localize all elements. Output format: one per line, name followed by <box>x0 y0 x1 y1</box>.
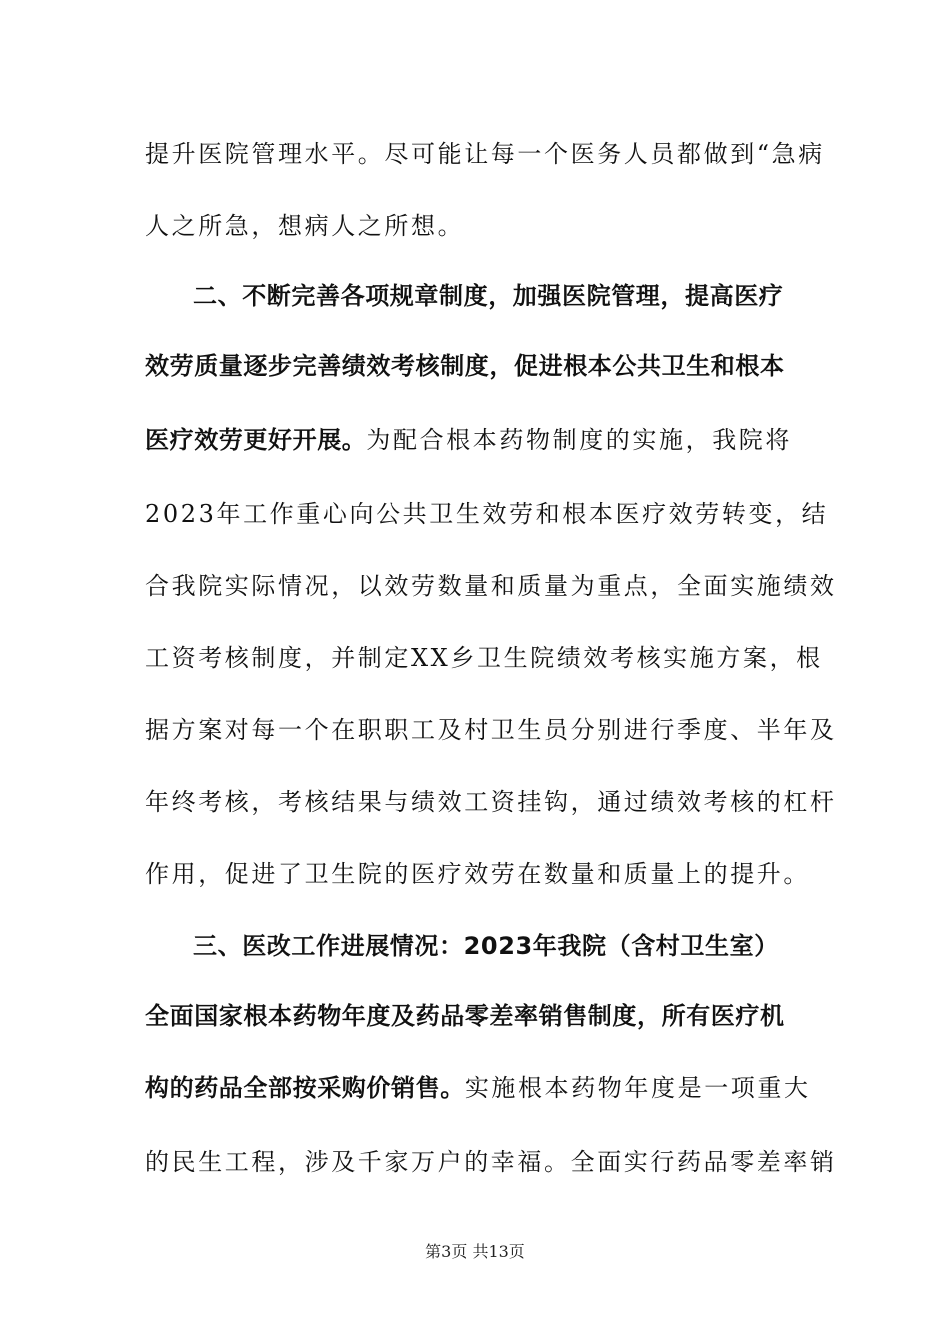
text-line-8: 工资考核制度，并制定XX乡卫生院绩效考核实施方案，根 <box>145 644 823 672</box>
text-line-6: 2023年工作重心向公共卫生效劳和根本医疗效劳转变，结 <box>145 500 829 528</box>
text-line-9: 据方案对每一个在职职工及村卫生员分别进行季度、半年及 <box>145 716 837 744</box>
text-line-1: 提升医院管理水平。尽可能让每一个医务人员都做到“急病 <box>145 140 825 168</box>
page-number-footer: 第3页 共13页 <box>425 1242 525 1261</box>
section-heading-3-end: 构的药品全部按采购价销售。 <box>145 1074 465 1102</box>
text-line-10: 年终考核，考核结果与绩效工资挂钩，通过绩效考核的杠杆 <box>145 788 837 816</box>
text-line-5 <box>145 424 805 456</box>
text-line-15: 的民生工程，涉及千家万户的幸福。全面实行药品零差率销 <box>145 1148 837 1176</box>
section-heading-3-cont: 全面国家根本药物年度及药品零差率销售制度，所有医疗机 <box>145 1002 785 1030</box>
section-heading-3: 三、医改工作进展情况：2023年我院（含村卫生室） <box>193 932 779 960</box>
section-heading-2-cont: 效劳质量逐步完善绩效考核制度，促进根本公共卫生和根本 <box>145 352 785 380</box>
text-line-14 <box>145 1072 811 1104</box>
text-line-7: 合我院实际情况，以效劳数量和质量为重点，全面实施绩效 <box>145 572 837 600</box>
text-line-2: 人之所急，想病人之所想。 <box>145 212 465 240</box>
text-line-11: 作用，促进了卫生院的医疗效劳在数量和质量上的提升。 <box>145 860 810 888</box>
section-heading-2: 二、不断完善各项规章制度，加强医院管理，提高医疗 <box>193 282 784 310</box>
text-line-14-rest: 实施根本药物年度是一项重大 <box>464 1074 811 1102</box>
text-line-5-rest: 为配合根本药物制度的实施，我院将 <box>366 426 793 454</box>
section-heading-2-end: 医疗效劳更好开展。 <box>145 426 367 454</box>
